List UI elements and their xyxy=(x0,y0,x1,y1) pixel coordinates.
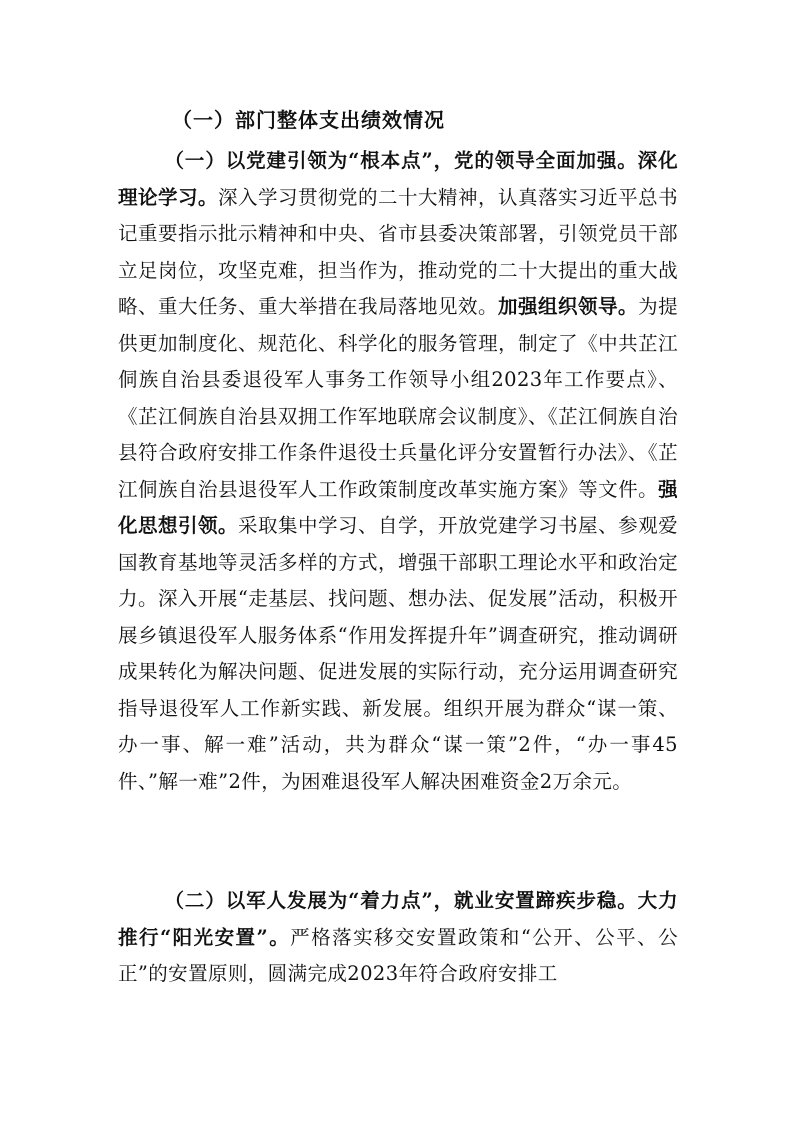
section-2-item-1-title: 大力推行“阳光安置”。 xyxy=(118,889,678,949)
section-1-title: （一）以党建引领为“根本点”，党的领导全面加强。 xyxy=(164,149,638,172)
section-1-paragraph xyxy=(118,143,678,800)
section-2-title: （二）以军人发展为“着力点”，就业安置蹄疾步稳。 xyxy=(164,889,638,912)
item-1-text: 深入学习贯彻党的二十大精神，认真落实习近平总书记重要指示批示精神和中央、省市县委决策部署，引领党员干部立足岗位，攻坚克难，担当作为，推动党的二十大提出的重大战略、重大任务、重大举措在我局落地见效。 xyxy=(118,185,678,318)
item-1-title: 深化理论学习。 xyxy=(118,149,678,209)
section-2-paragraph xyxy=(118,883,678,993)
item-2-text: 为提供更加制度化、规范化、科学化的服务管理，制定了《中共芷江侗族自治县委退役军人事务工作领导小组2023年工作要点》、《芷江侗族自治县双拥工作军地联席会议制度》、《芷江侗族自治县符合政府安排工作条件退役士兵量化评分安置暂行办法》、《芷江侗族自治县退役军人工作政策制度改革实施方案》等文件。 xyxy=(118,295,678,501)
document-heading: （一）部门整体支出绩效情况 xyxy=(172,108,445,132)
item-3-title: 强化思想引领。 xyxy=(118,477,678,537)
item-2-title: 加强组织领导。 xyxy=(498,295,639,318)
section-2-item-1-text: 严格落实移交安置政策和“公开、公平、公正”的安置原则，圆满完成2023年符合政府安排工 xyxy=(118,925,678,985)
item-3-text: 采取集中学习、自学，开放党建学习书屋、参观爱国教育基地等灵活多样的方式，增强干部职工理论水平和政治定力。深入开展“走基层、找问题、想办法、促发展”活动，积极开展乡镇退役军人服务体系“作用发挥提升年”调查研究，推动调研成果转化为解决问题、促进发展的实际行动，充分运用调查研究指导退役军人工作新实践、新发展。组织开展为群众“谋一策、办一事、解一难”活动，共为群众“谋一策”2件，“办一事45件、”解一难”2件，为困难退役军人解决困难资金2万余元。 xyxy=(118,514,678,793)
